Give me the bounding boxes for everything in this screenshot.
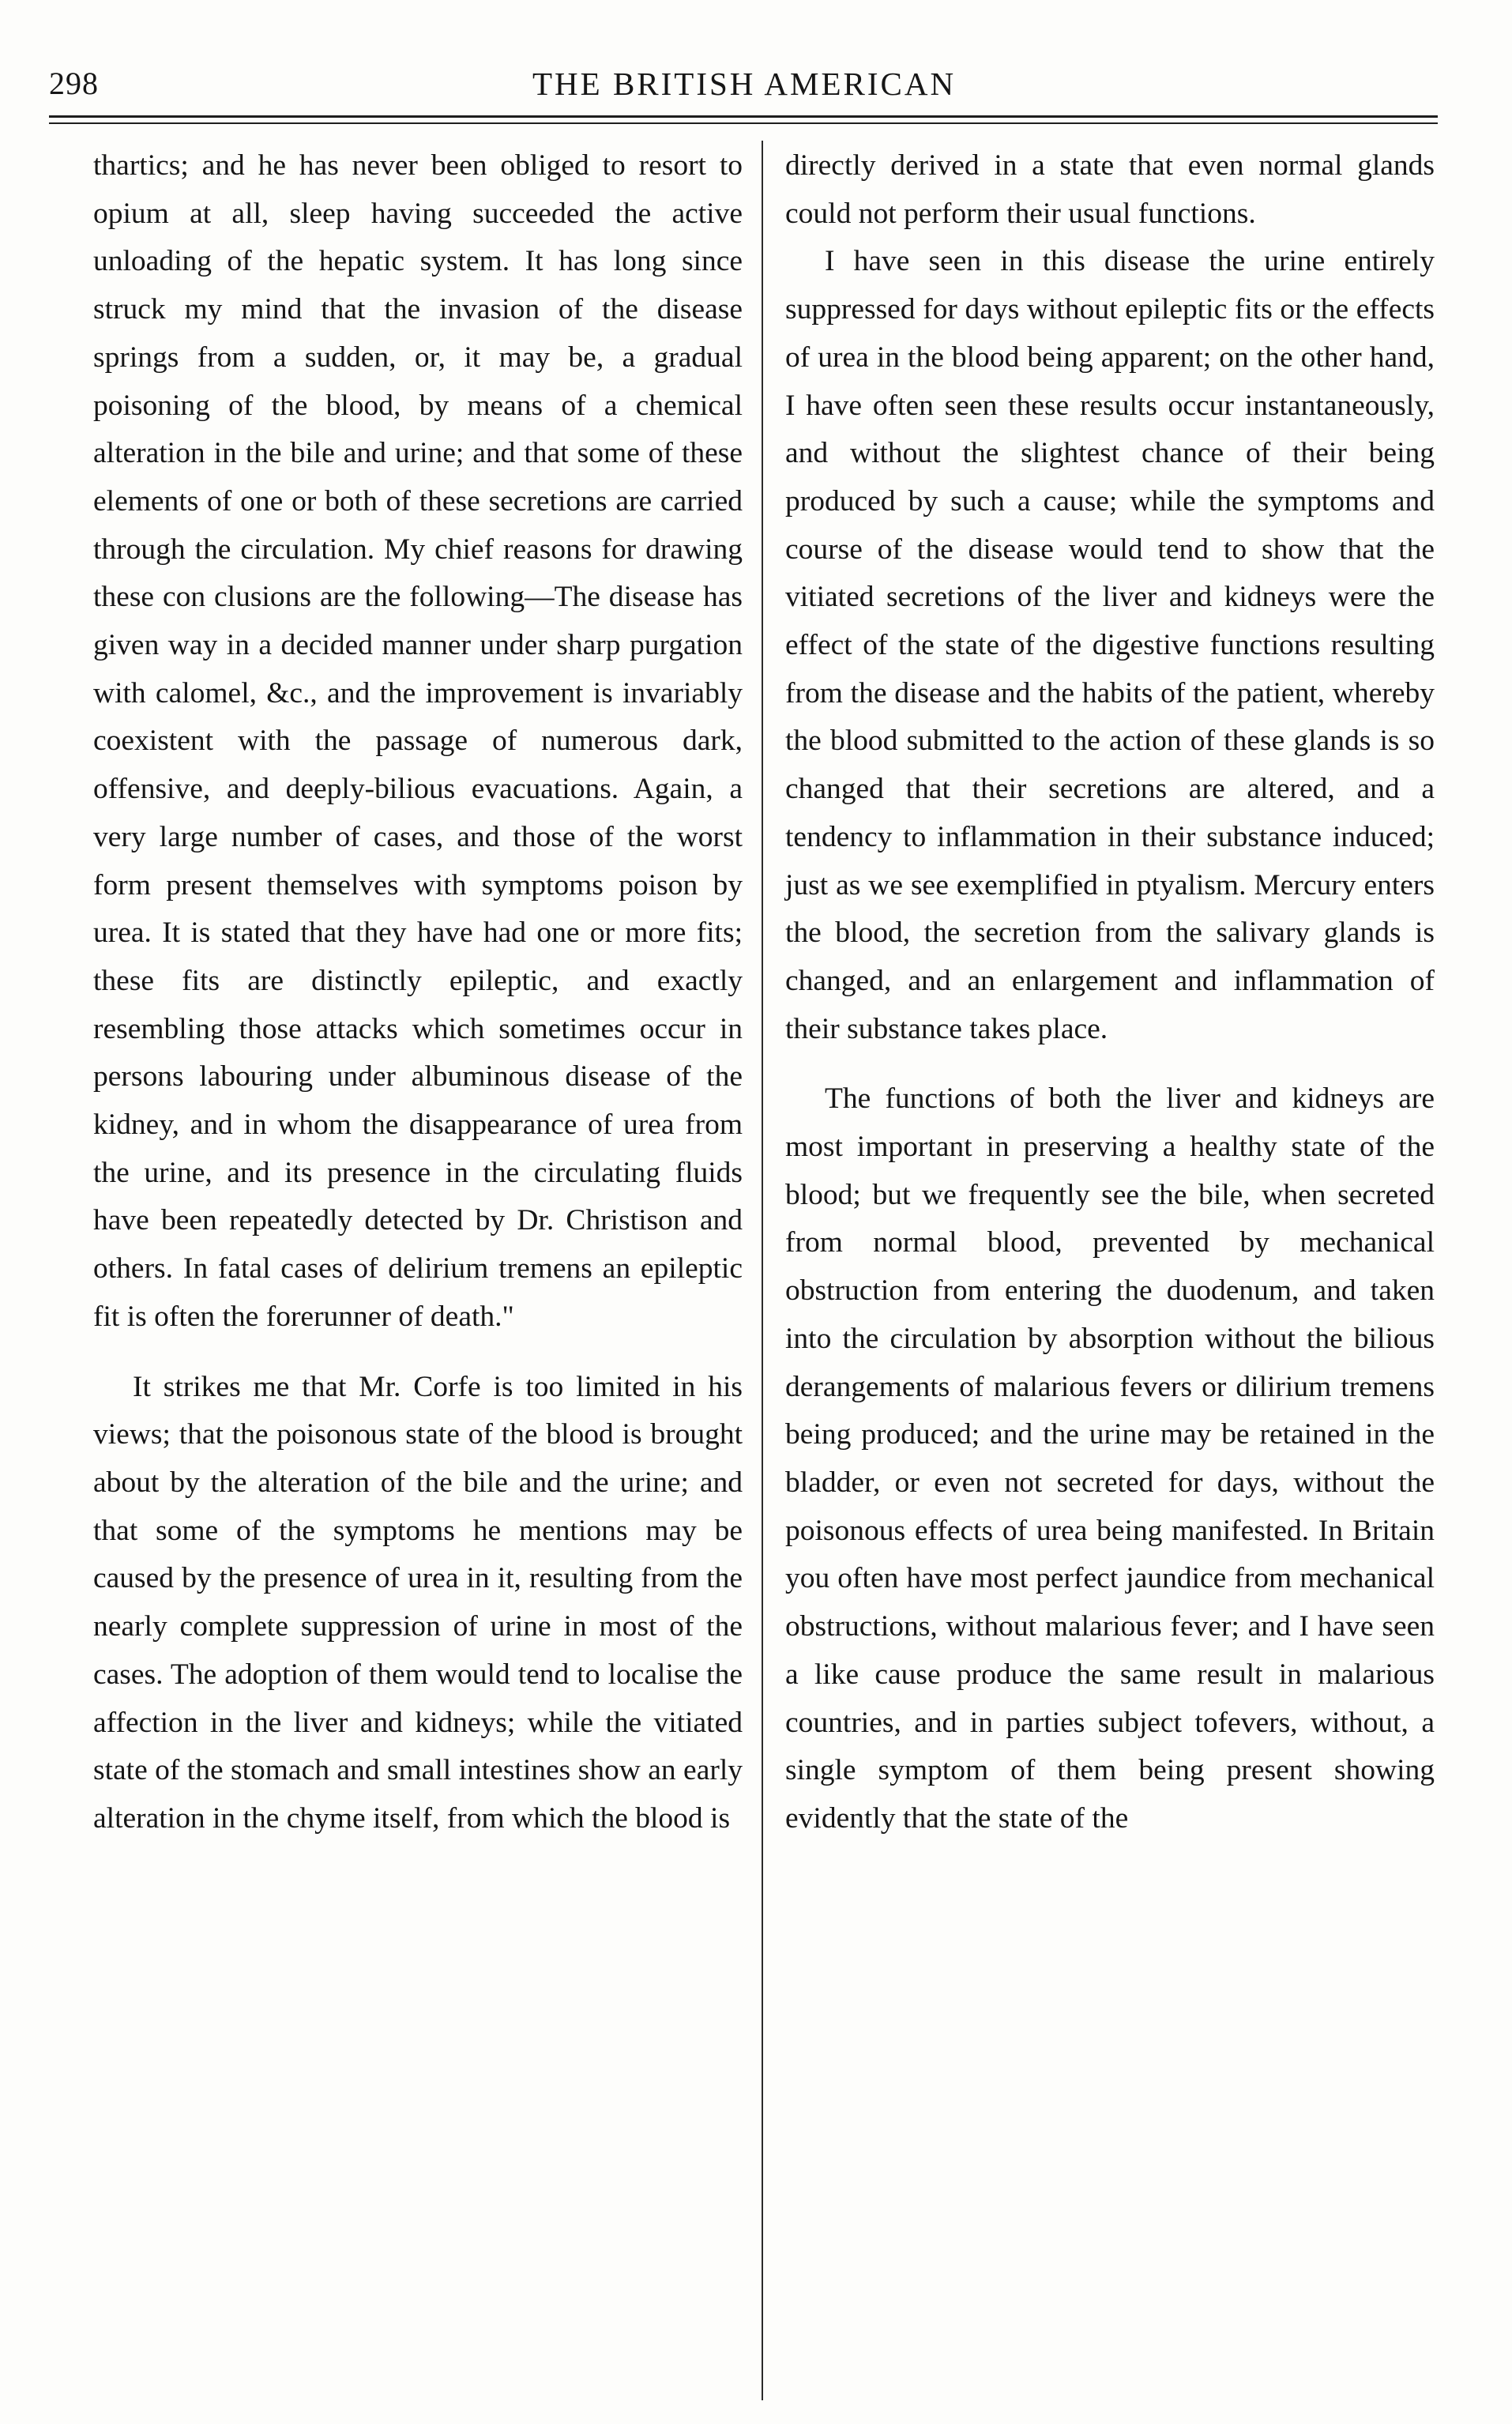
paragraph: It strikes me that Mr. Corfe is too limited in his views; that the poisonous state of the blood is brought about by the alteration of the bile and the urine; and that some of the symptoms he mentions may be caused by the presence of urea in it, resulting from the nearly complete suppression of urine in most of the cases. The adoption of them would tend to localise the affection in the liver and kidneys; while the vitiated state of the stomach and small intestines show an early alteration in the chyme itself, from which the blood is — [93, 1370, 743, 1835]
paragraph: I have seen in this disease the urine entirely suppressed for days without epileptic fits or the effects of urea in the blood being apparent; on the other hand, I have often seen these results occur instantaneously, and without the slightest chance of their being produced by such a cause; while the symptoms and course of the disease would tend to show that the vitiated secretions of the liver and kidneys were the effect of the state of the digestive functions resulting from the disease and the habits of the patient, whereby the blood submitted to the action of these glands is so changed that their secretions are altered, and a tendency to inflammation in their substance induced; just as we see exemplified in ptyalism. Mercury enters the blood, the secretion from the salivary glands is changed, and an enlargement and inflammation of their substance takes place. — [785, 245, 1435, 1045]
journal-title: THE BRITISH AMERICAN — [532, 66, 957, 102]
left-column — [93, 142, 743, 1843]
paragraph-continued: directly derived in a state that even normal glands could not perform their usual functions. — [785, 149, 1435, 230]
page-number: 298 — [49, 66, 99, 101]
column-divider — [762, 141, 763, 2400]
right-column — [785, 142, 1435, 1843]
paragraph-continued: thartics; and he has never been obliged to resort to opium at all, sleep having succeeded the active unloading of the hepatic system. It has long since struck my mind that the invasion of the disease springs from a sudden, or, it may be, a gradual poisoning of the blood, by means of a chemical alteration in the bile and urine; and that some of these elements of one or both of these secretions are carried through the circulation. My chief reasons for drawing these con clusions are the following—The disease has given way in a decided manner under sharp purgation with calomel, &c., and the improvement is invariably coexistent with the passage of numerous dark, offensive, and deeply-bilious evacuations. Again, a very large number of cases, and those of the worst form present themselves with symptoms poison by urea. It is stated that they have had one or more fits; these fits are distinctly epileptic, and exactly resembling those attacks which sometimes occur in persons labouring under albuminous disease of the kidney, and in whom the disappearance of urea from the urine, and its presence in the circulating fluids have been repeatedly detected by Dr. Christison and others. In fatal cases of delirium tremens an epileptic fit is often the forerunner of death." — [93, 149, 743, 1333]
running-head — [49, 65, 1438, 112]
paragraph: The functions of both the liver and kidneys are most important in preserving a healthy state of the blood; but we frequently see the bile, when secreted from normal blood, prevented by mechanical obstruction from entering the duodenum, and taken into the circulation by absorption without the bilious derangements of malarious fevers or dilirium tremens being produced; and the urine may be retained in the bladder, or even not secreted for days, without the poisonous effects of urea being manifested. In Britain you often have most perfect jaundice from mechanical obstructions, without malarious fever; and I have seen a like cause produce the same result in malarious countries, and in parties subject tofevers, without, a single symptom of them being present showing evidently that the state of the — [785, 1082, 1435, 1835]
header-rule-bottom — [49, 122, 1438, 124]
header-rule-top — [49, 115, 1438, 118]
